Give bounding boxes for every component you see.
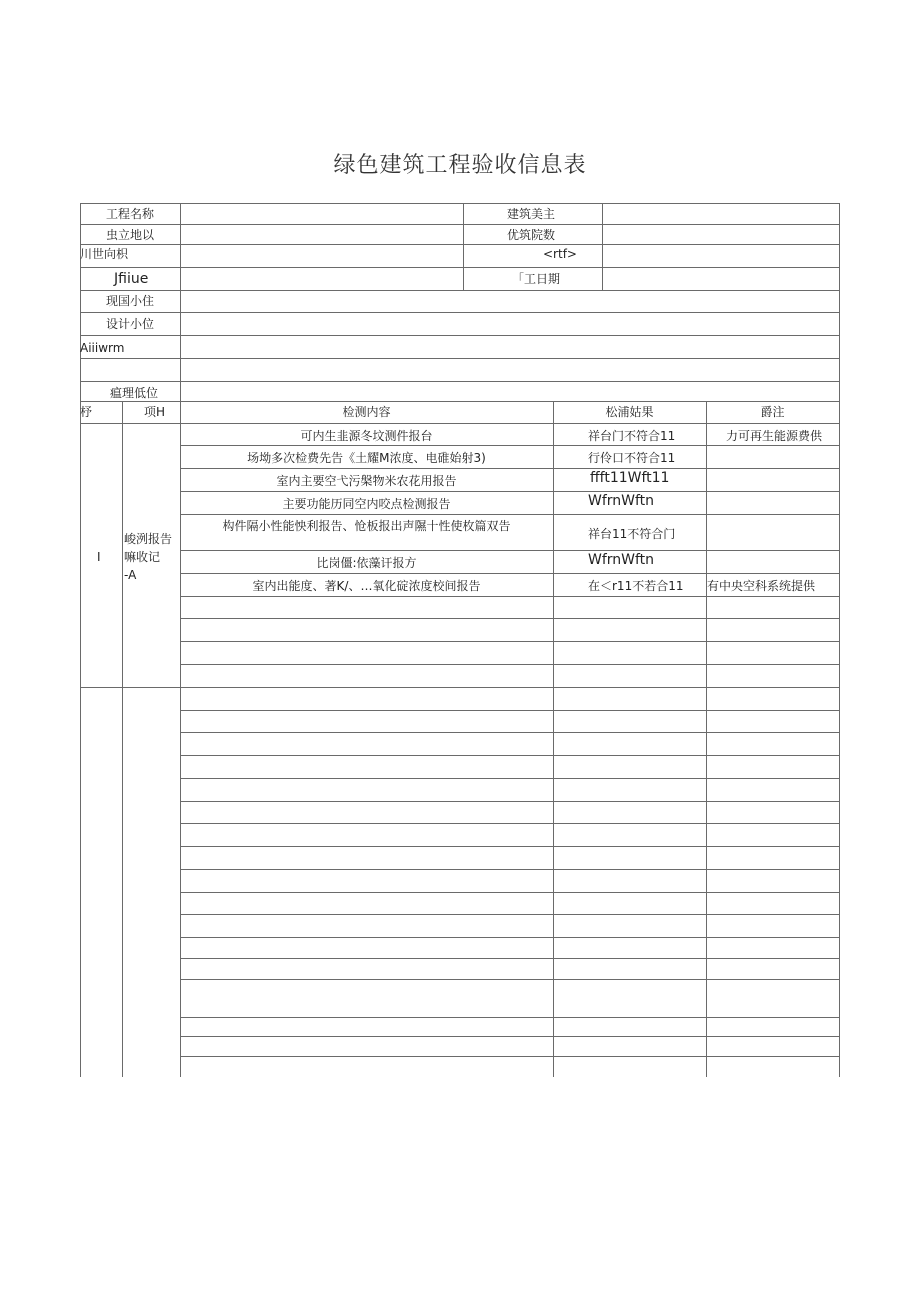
row-divider — [180, 491, 840, 492]
row-divider — [80, 290, 840, 291]
row-divider — [180, 755, 840, 756]
row-divider — [80, 335, 840, 336]
row-divider — [180, 641, 840, 642]
header-note: 爵注 — [760, 405, 785, 419]
row-divider — [180, 869, 840, 870]
row-divider — [180, 846, 840, 847]
col-divider — [463, 203, 464, 290]
row-divider — [180, 550, 840, 551]
row-divider — [180, 914, 840, 915]
row-content: 主要功能历同空内咬点检测报告 — [282, 497, 451, 511]
label-building-owner: 建筑美主 — [507, 207, 556, 221]
page-title: 绿色建筑工程验收信息表 — [333, 153, 587, 178]
row-divider — [180, 573, 840, 574]
row-divider — [180, 1017, 840, 1018]
label-completion-date: 「工日期 — [512, 272, 561, 286]
row-divider — [80, 244, 840, 245]
label-project-location: 川世向枳 — [80, 247, 129, 261]
row-divider — [180, 468, 840, 469]
row-divider — [180, 1036, 840, 1037]
row-divider — [180, 778, 840, 779]
row-content: 室内主要空弋污槃物米农花用报告 — [276, 474, 457, 488]
group-item-line1: 峻洌报告 — [124, 532, 173, 546]
row-result: WfrnWftn — [588, 493, 655, 509]
group-divider — [80, 687, 840, 688]
row-divider — [180, 664, 840, 665]
row-result: 祥台门不符合11 — [588, 429, 676, 443]
row-note: 有中央空科系统提供 — [707, 579, 816, 593]
row-result: ffft11Wft11 — [590, 470, 670, 486]
group-item-line2: 嘛收记 — [124, 550, 161, 564]
table-border-left — [80, 203, 81, 1077]
header-content: 检测内容 — [342, 405, 391, 419]
header-result: 松浦姑果 — [605, 405, 654, 419]
header-item: 项H — [144, 405, 166, 419]
row-divider — [180, 445, 840, 446]
row-content: 构件隔小性能怏利报告、怆板报出声隰十性使枚篇双告 — [222, 519, 511, 533]
label-supervision-unit: 瘟理低位 — [110, 386, 159, 400]
label-construction-contractor: Aiiiwrm — [80, 341, 125, 355]
label-survey-unit: 现国小住 — [106, 294, 155, 308]
col-divider — [122, 401, 123, 1077]
label-construction-unit: 虫立地以 — [106, 228, 155, 242]
row-divider — [80, 224, 840, 225]
group-item-line3: -A — [124, 568, 137, 582]
row-divider — [80, 401, 840, 402]
row-divider — [180, 979, 840, 980]
table-border-top — [80, 203, 840, 204]
table-border-right — [839, 203, 840, 1077]
row-content: 场坳多次检费先告《土耀M浓度、电碓始射3) — [247, 451, 486, 465]
col-divider — [553, 401, 554, 1077]
header-seq: 杼 — [80, 405, 93, 419]
row-divider — [180, 801, 840, 802]
label-design-unit: 设计小位 — [106, 317, 155, 331]
label-start-date: Jfiiue — [114, 271, 149, 287]
row-divider — [180, 710, 840, 711]
row-divider — [180, 1056, 840, 1057]
row-divider — [80, 381, 840, 382]
row-result: 在＜r11不若合11 — [588, 579, 684, 593]
col-divider — [180, 203, 181, 1077]
row-divider — [80, 312, 840, 313]
row-divider — [180, 958, 840, 959]
row-content: 比岗僵:依藻讦报方 — [316, 556, 417, 570]
row-divider — [180, 823, 840, 824]
row-divider — [180, 618, 840, 619]
row-note: 力可再生能源费供 — [726, 429, 823, 443]
label-building-area: 优筑院数 — [507, 228, 556, 242]
header-divider — [80, 423, 840, 424]
row-result: 祥台11不符合门 — [588, 527, 676, 541]
row-content: 室内出能度、著K/、…氧化碇浓度校间报告 — [252, 579, 481, 593]
group-seq: I — [97, 550, 101, 564]
row-divider — [180, 514, 840, 515]
label-project-name: 工程名称 — [106, 207, 155, 221]
label-structure-type: <rtf> — [543, 247, 577, 261]
row-divider — [180, 732, 840, 733]
row-result: WfrnWftn — [588, 552, 655, 568]
row-result: 行伶口不符合11 — [588, 451, 676, 465]
col-divider — [706, 401, 707, 1077]
row-divider — [180, 892, 840, 893]
row-divider — [180, 937, 840, 938]
row-divider — [80, 267, 840, 268]
col-divider — [602, 203, 603, 290]
row-divider — [180, 596, 840, 597]
row-content: 可内生韭源冬坟测件报台 — [300, 429, 433, 443]
row-divider — [80, 358, 840, 359]
